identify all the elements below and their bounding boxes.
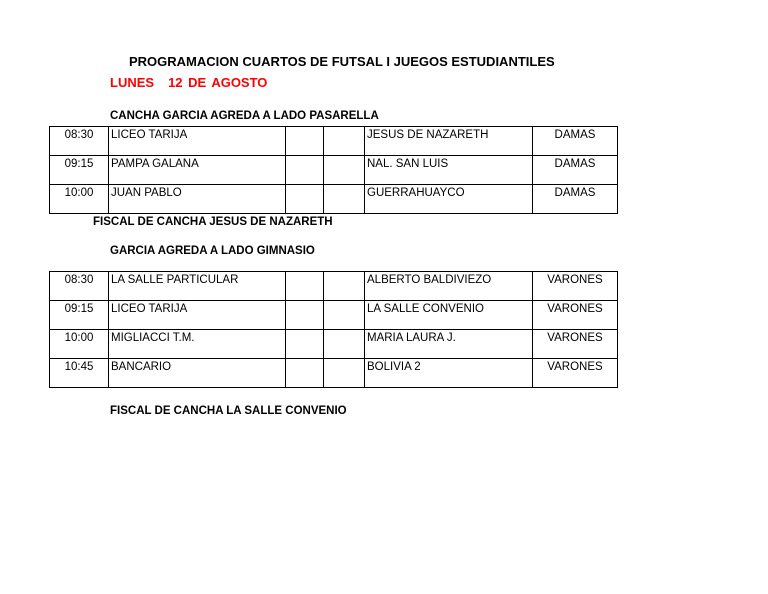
team-b: BOLIVIA 2	[365, 359, 533, 388]
section-heading-pasarella: CANCHA GARCIA AGREDA A LADO PASARELLA	[110, 110, 379, 122]
team-a: MIGLIACCI T.M.	[109, 330, 286, 359]
score-b	[324, 359, 365, 388]
score-b	[324, 156, 365, 185]
table-row	[50, 127, 618, 156]
fiscal-note-pasarella: FISCAL DE CANCHA JESUS DE NAZARETH	[93, 216, 333, 228]
team-a: PAMPA GALANA	[109, 156, 286, 185]
match-time: 09:15	[50, 156, 109, 185]
score-a	[286, 359, 324, 388]
schedule-table-pasarella	[49, 126, 618, 214]
team-a: LICEO TARIJA	[109, 127, 286, 156]
team-a: LICEO TARIJA	[109, 301, 286, 330]
team-b: LA SALLE CONVENIO	[365, 301, 533, 330]
table-row	[50, 156, 618, 185]
category: VARONES	[533, 359, 618, 388]
match-time: 10:00	[50, 330, 109, 359]
team-b: JESUS DE NAZARETH	[365, 127, 533, 156]
team-b: GUERRAHUAYCO	[365, 185, 533, 214]
team-a: JUAN PABLO	[109, 185, 286, 214]
match-time: 08:30	[50, 127, 109, 156]
date-label: 12 DE AGOSTO	[168, 75, 268, 90]
category: DAMAS	[533, 127, 618, 156]
category: DAMAS	[533, 185, 618, 214]
score-a	[286, 185, 324, 214]
schedule-table-gimnasio	[49, 271, 618, 388]
team-a: LA SALLE PARTICULAR	[109, 272, 286, 301]
fiscal-note-gimnasio: FISCAL DE CANCHA LA SALLE CONVENIO	[110, 405, 347, 417]
schedule-date	[110, 75, 267, 90]
score-a	[286, 156, 324, 185]
match-time: 09:15	[50, 301, 109, 330]
table-row	[50, 272, 618, 301]
score-b	[324, 185, 365, 214]
team-b: MARIA LAURA J.	[365, 330, 533, 359]
match-time: 10:00	[50, 185, 109, 214]
table-row	[50, 359, 618, 388]
team-a: BANCARIO	[109, 359, 286, 388]
table-row	[50, 301, 618, 330]
table-row	[50, 185, 618, 214]
score-a	[286, 301, 324, 330]
page-title: PROGRAMACION CUARTOS DE FUTSAL I JUEGOS ESTUDIANTILES	[129, 54, 555, 69]
score-a	[286, 272, 324, 301]
category: VARONES	[533, 272, 618, 301]
team-b: ALBERTO BALDIVIEZO	[365, 272, 533, 301]
score-b	[324, 127, 365, 156]
score-b	[324, 301, 365, 330]
score-b	[324, 272, 365, 301]
match-time: 08:30	[50, 272, 109, 301]
section-heading-gimnasio: GARCIA AGREDA A LADO GIMNASIO	[110, 245, 315, 257]
match-time: 10:45	[50, 359, 109, 388]
team-b: NAL. SAN LUIS	[365, 156, 533, 185]
day-label: LUNES	[110, 75, 155, 90]
category: VARONES	[533, 301, 618, 330]
category: VARONES	[533, 330, 618, 359]
score-a	[286, 127, 324, 156]
table-row	[50, 330, 618, 359]
score-b	[324, 330, 365, 359]
score-a	[286, 330, 324, 359]
category: DAMAS	[533, 156, 618, 185]
